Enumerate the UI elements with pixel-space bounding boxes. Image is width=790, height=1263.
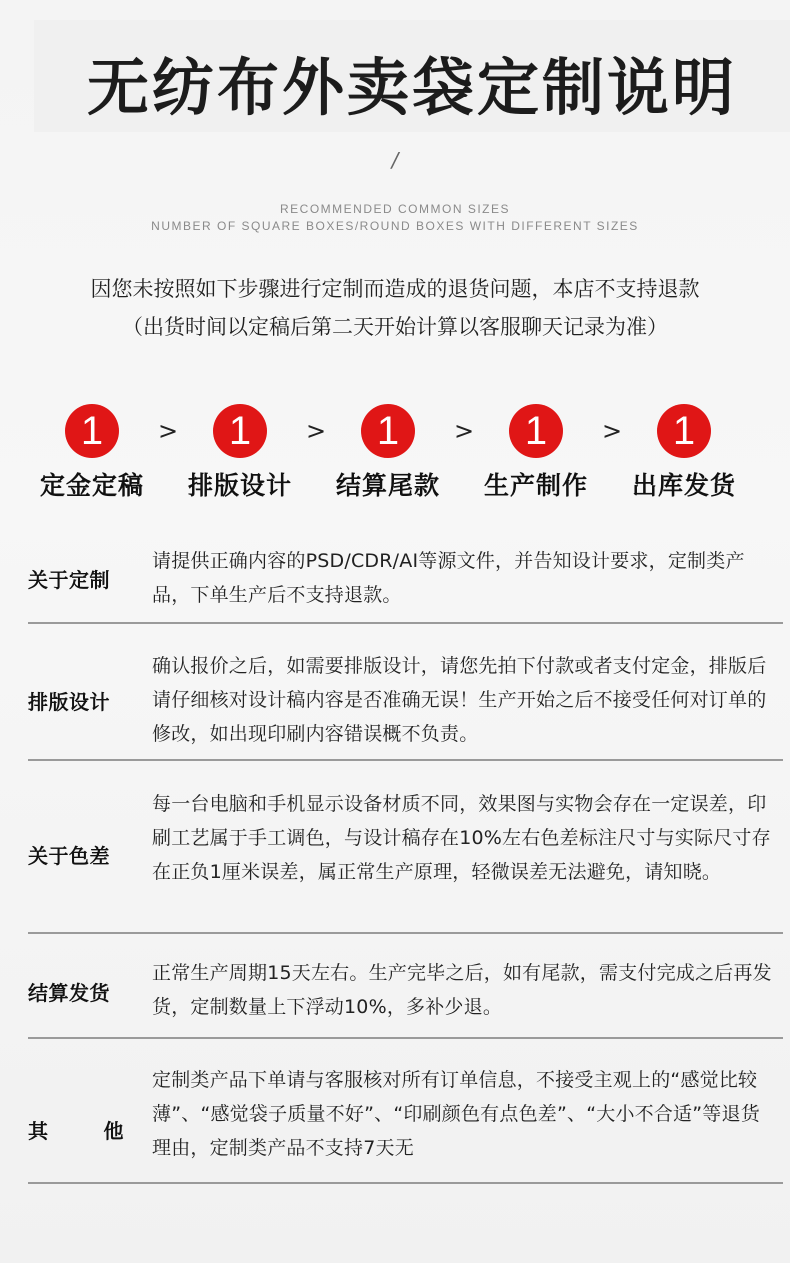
section-customization xyxy=(28,540,783,626)
section-body: 每一台电脑和手机显示设备材质不同，效果图与实物会存在一定误差，印刷工艺属于手工调色，与设计稿存在10%左右色差标注尺寸与实际尺寸存在正负1厘米误差，属正常生产原理，轻微误差无法避免，请知晓。 xyxy=(152,793,771,883)
section-heading xyxy=(28,1115,124,1144)
section-heading: 排版设计 xyxy=(28,690,110,714)
step-layout-design xyxy=(170,404,310,502)
section-divider xyxy=(28,1182,783,1184)
section-divider xyxy=(28,932,783,934)
divider-slash: / xyxy=(391,148,399,172)
section-divider xyxy=(28,1037,783,1039)
section-body: 定制类产品下单请与客服核对所有订单信息，不接受主观上的“感觉比较薄”、“感觉袋子质量不好”、“印刷颜色有点色差”、“大小不合适”等退货理由，定制类产品不支持7天无 xyxy=(152,1069,760,1159)
section-settlement-shipping xyxy=(28,955,783,1041)
step-label: 排版设计 xyxy=(187,471,292,500)
shipping-time-notice: （出货时间以定稿后第二天开始计算以客服聊天记录为准） xyxy=(122,315,668,339)
step-label: 出库发货 xyxy=(631,471,736,500)
section-body: 正常生产周期15天左右。生产完毕之后，如有尾款，需支付完成之后再发货，定制数量上下浮动10%，多补少退。 xyxy=(152,962,772,1018)
section-heading-part: 其 xyxy=(28,1119,49,1143)
step-label: 定金定稿 xyxy=(39,471,144,500)
section-divider xyxy=(28,622,783,624)
step-arrow: > xyxy=(453,417,475,445)
section-heading-part: 他 xyxy=(103,1119,124,1143)
section-other xyxy=(28,1065,783,1189)
section-layout-design xyxy=(28,648,783,764)
page-title: 无纺布外卖袋定制说明 xyxy=(86,51,737,124)
step-number-badge: 1 xyxy=(213,404,267,458)
step-arrow: > xyxy=(305,417,327,445)
step-arrow: > xyxy=(601,417,623,445)
english-subtitle-line-1: RECOMMENDED COMMON SIZES xyxy=(279,202,510,216)
section-divider xyxy=(28,759,783,761)
step-production xyxy=(466,404,606,502)
section-heading: 关于定制 xyxy=(28,568,110,592)
step-number-badge: 1 xyxy=(65,404,119,458)
section-color-difference xyxy=(28,786,783,936)
step-deposit xyxy=(22,404,162,502)
step-shipping xyxy=(614,404,754,502)
refund-notice: 因您未按照如下步骤进行定制而造成的退货问题，本店不支持退款 xyxy=(90,277,700,301)
english-subtitle-line-2: NUMBER OF SQUARE BOXES/ROUND BOXES WITH DIFFERENT SIZES xyxy=(151,219,639,233)
step-number-badge: 1 xyxy=(657,404,711,458)
section-body: 确认报价之后，如需要排版设计，请您先拍下付款或者支付定金，排版后请仔细核对设计稿内容是否准确无误！生产开始之后不接受任何对订单的修改，如出现印刷内容错误概不负责。 xyxy=(152,655,767,745)
step-number-badge: 1 xyxy=(361,404,415,458)
step-label: 结算尾款 xyxy=(335,471,440,500)
title-band xyxy=(34,20,790,132)
section-heading: 关于色差 xyxy=(28,844,110,868)
step-number-badge: 1 xyxy=(509,404,563,458)
section-body: 请提供正确内容的PSD/CDR/AI等源文件，并告知设计要求，定制类产品，下单生产后不支持退款。 xyxy=(152,550,745,606)
step-label: 生产制作 xyxy=(483,471,588,500)
section-heading: 结算发货 xyxy=(28,981,110,1005)
step-final-payment xyxy=(318,404,458,502)
step-arrow: > xyxy=(157,417,179,445)
